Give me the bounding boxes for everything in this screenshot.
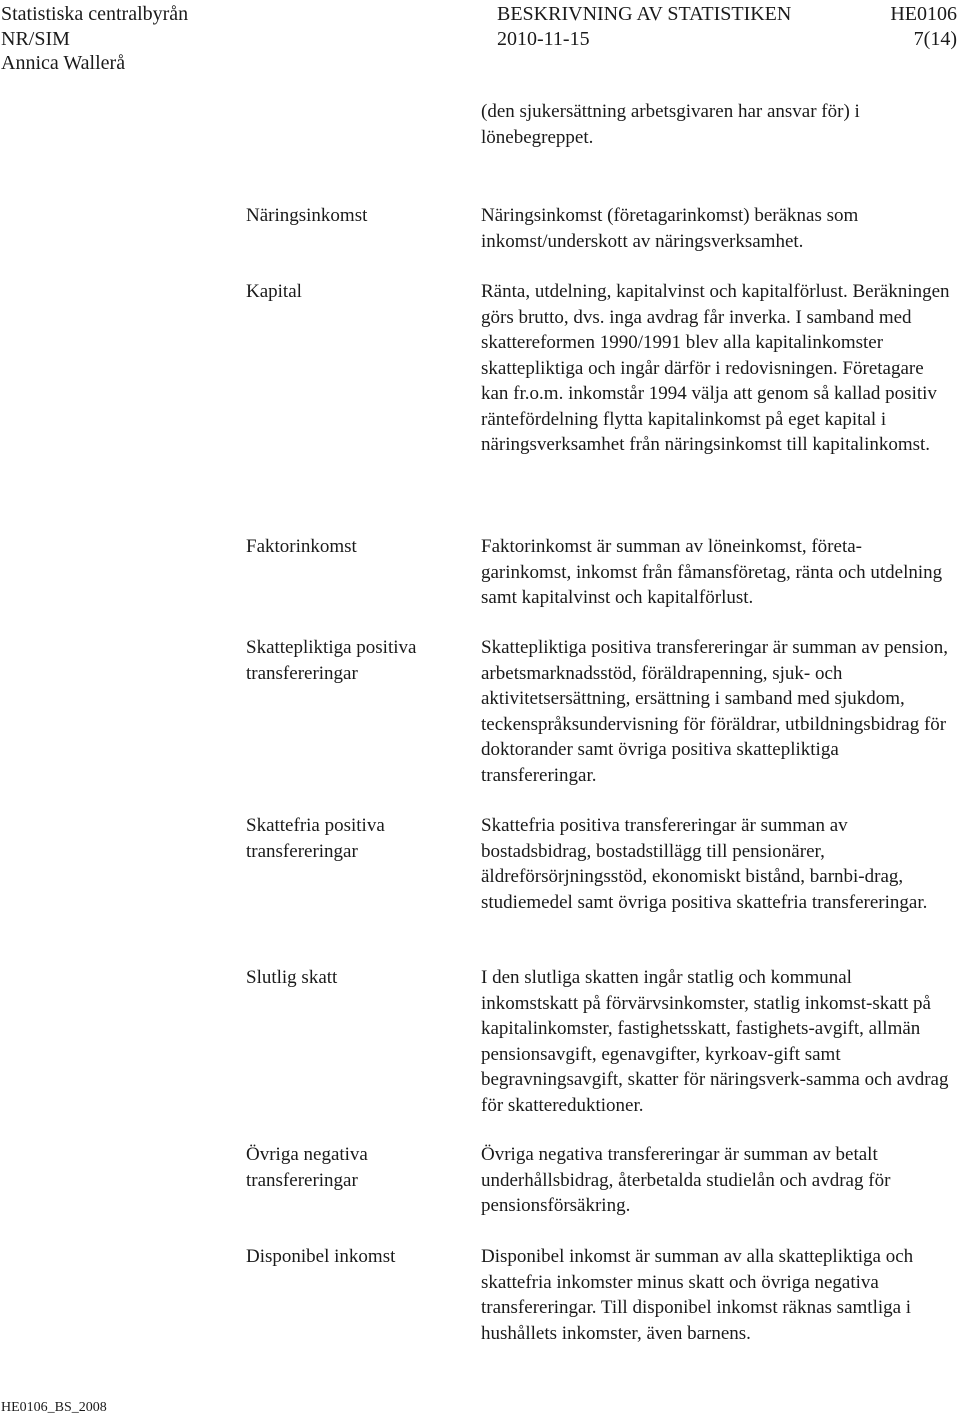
header-line-1 xyxy=(0,2,960,27)
intro-paragraph: (den sjukersättning arbetsgivaren har ansvar för) i lönebegreppet. xyxy=(481,101,860,148)
term-label: Slutlig skatt xyxy=(246,967,338,988)
document-date: 2010-11-15 xyxy=(497,28,590,50)
term-label: Faktorinkomst xyxy=(246,536,357,557)
page-number: 7(14) xyxy=(913,28,957,50)
definition-text: Ränta, utdelning, kapitalvinst och kapitalförlust. Beräkningen görs brutto, dvs. inga avdrag får inverka. I samband med skattereformen 1990/1991 blev alla kapitalinkomster skattepliktiga och ingår därför i redovisningen. Företagare kan fr.o.m. inkomstår 1994 välja att genom så kallad positiv räntefördelning flytta kapitalinkomst på eget kapital i näringsverksamhet från näringsinkomst till kapitalinkomst. xyxy=(481,281,950,455)
header-line-2 xyxy=(0,27,960,52)
term-label: Disponibel inkomst xyxy=(246,1246,396,1267)
definition-text: I den slutliga skatten ingår statlig och kommunal inkomstskatt på förvärvsinkomster, statlig inkomst-skatt på kapitalinkomster, fastighetsskatt, fastighets-avgift, allmän pensionsavgift, egenavgifter, kyrkoav-gift samt begravningsavgift, skatter för näringsverk-samma och avdrag för skattereduktioner. xyxy=(481,967,949,1116)
definition-text: Disponibel inkomst är summan av alla skattepliktiga och skattefria inkomster minus skatt och övriga negativa transfereringar. Till disponibel inkomst räknas samtliga i hushållets inkomster, även barnens. xyxy=(481,1246,914,1344)
term-label: Kapital xyxy=(246,281,302,302)
definition-text: Skattefria positiva transfereringar är summan av bostadsbidrag, bostadstillägg till pensionärer, äldreförsörjningsstöd, ekonomiskt bistånd, barnbi-drag, studiemedel samt övriga positiva skattefria transfereringar. xyxy=(481,815,928,913)
page-header xyxy=(0,0,960,80)
term-label: Näringsinkomst xyxy=(246,205,368,226)
definition-text: Skattepliktiga positiva transfereringar är summan av pension, arbetsmarknadsstöd, föräldrapenning, sjuk- och aktivitetsersättning, ersättning i samband med sjukdom, teckenspråksundervisning för föräldrar, utbildningsbidrag för doktorander samt övriga positiva skattepliktiga transfereringar. xyxy=(481,637,948,786)
term-label: Skattefria positiva transfereringar xyxy=(246,815,385,862)
document-type: BESKRIVNING AV STATISTIKEN xyxy=(497,3,792,25)
definition-text: Faktorinkomst är summan av löneinkomst, företa-garinkomst, inkomst från fåmansföretag, ränta och utdelning samt kapitalvinst och kapitalförlust. xyxy=(481,536,943,608)
term-label: Skattepliktiga positiva transfereringar xyxy=(246,637,417,684)
department-code: NR/SIM xyxy=(1,28,70,50)
header-line-3 xyxy=(0,51,960,76)
product-code: HE0106 xyxy=(890,3,957,25)
organization-name: Statistiska centralbyrån xyxy=(1,3,189,25)
definition-text: Näringsinkomst (företagarinkomst) beräknas som inkomst/underskott av näringsverksamhet. xyxy=(481,205,859,252)
page-footer: HE0106_BS_2008 xyxy=(1,1400,107,1415)
term-label: Övriga negativa transfereringar xyxy=(246,1144,368,1191)
author-name: Annica Wallerå xyxy=(1,52,126,74)
definition-text: Övriga negativa transfereringar är summan av betalt underhållsbidrag, återbetalda studielån och avdrag för pensionsförsäkring. xyxy=(481,1144,891,1216)
